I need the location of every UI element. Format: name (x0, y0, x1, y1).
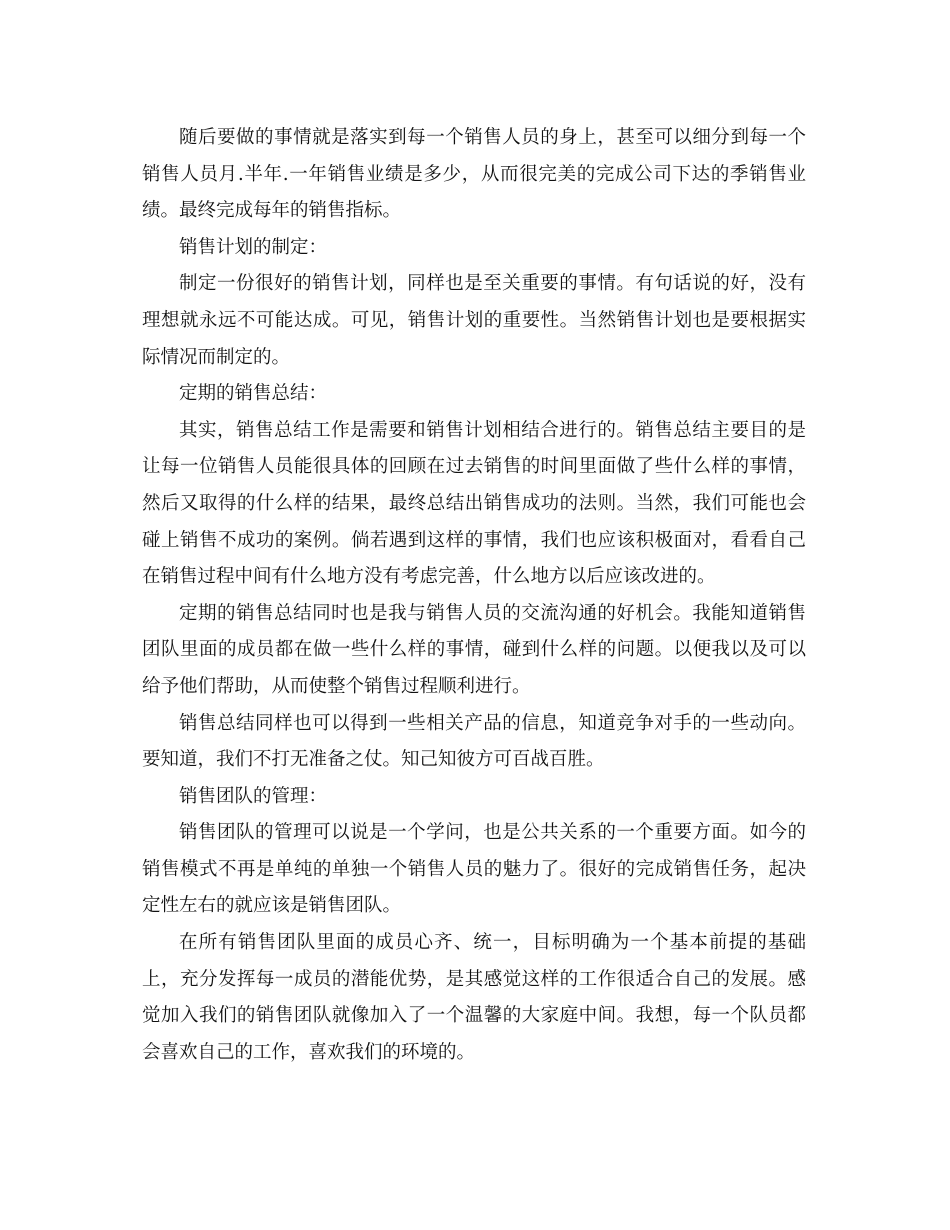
paragraph: 在所有销售团队里面的成员心齐、统一，目标明确为一个基本前提的基础上，充分发挥每一成员的潜能优势，是其感觉这样的工作很适合自己的发展。感觉加入我们的销售团队就像加入了一个温馨的大家庭中间。我想，每一个队员都会喜欢自己的工作，喜欢我们的环境的。 (142, 932, 806, 1063)
paragraph: 其实，销售总结工作是需要和销售计划相结合进行的。销售总结主要目的是让每一位销售人员能很具体的回顾在过去销售的时间里面做了些什么样的事情，然后又取得的什么样的结果，最终总结出销售成功的法则。当然，我们可能也会碰上销售不成功的案例。倘若遇到这样的事情，我们也应该积极面对，看看自己在销售过程中间有什么地方没有考虑完善，什么地方以后应该改进的。 (142, 419, 806, 588)
paragraph: 随后要做的事情就是落实到每一个销售人员的身上，甚至可以细分到每一个销售人员月.半年.一年销售业绩是多少，从而很完美的完成公司下达的季销售业绩。最终完成每年的销售指标。 (142, 127, 806, 222)
section-heading-sales-summary: 定期的销售总结： (179, 383, 328, 405)
paragraph: 销售团队的管理可以说是一个学问，也是公共关系的一个重要方面。如今的销售模式不再是单纯的单独一个销售人员的魅力了。很好的完成销售任务，起决定性左右的就应该是销售团队。 (142, 822, 806, 917)
section-heading-sales-plan: 销售计划的制定： (179, 236, 328, 258)
paragraph: 制定一份很好的销售计划，同样也是至关重要的事情。有句话说的好，没有理想就永远不可能达成。可见，销售计划的重要性。当然销售计划也是要根据实际情况而制定的。 (142, 273, 806, 368)
document-body (142, 120, 806, 1071)
paragraph: 定期的销售总结同时也是我与销售人员的交流沟通的好机会。我能知道销售团队里面的成员都在做一些什么样的事情，碰到什么样的问题。以便我以及可以给予他们帮助，从而使整个销售过程顺利进行。 (142, 602, 806, 697)
section-heading-team-management: 销售团队的管理： (179, 785, 328, 807)
paragraph: 销售总结同样也可以得到一些相关产品的信息，知道竞争对手的一些动向。要知道，我们不打无准备之仗。知己知彼方可百战百胜。 (142, 712, 806, 771)
